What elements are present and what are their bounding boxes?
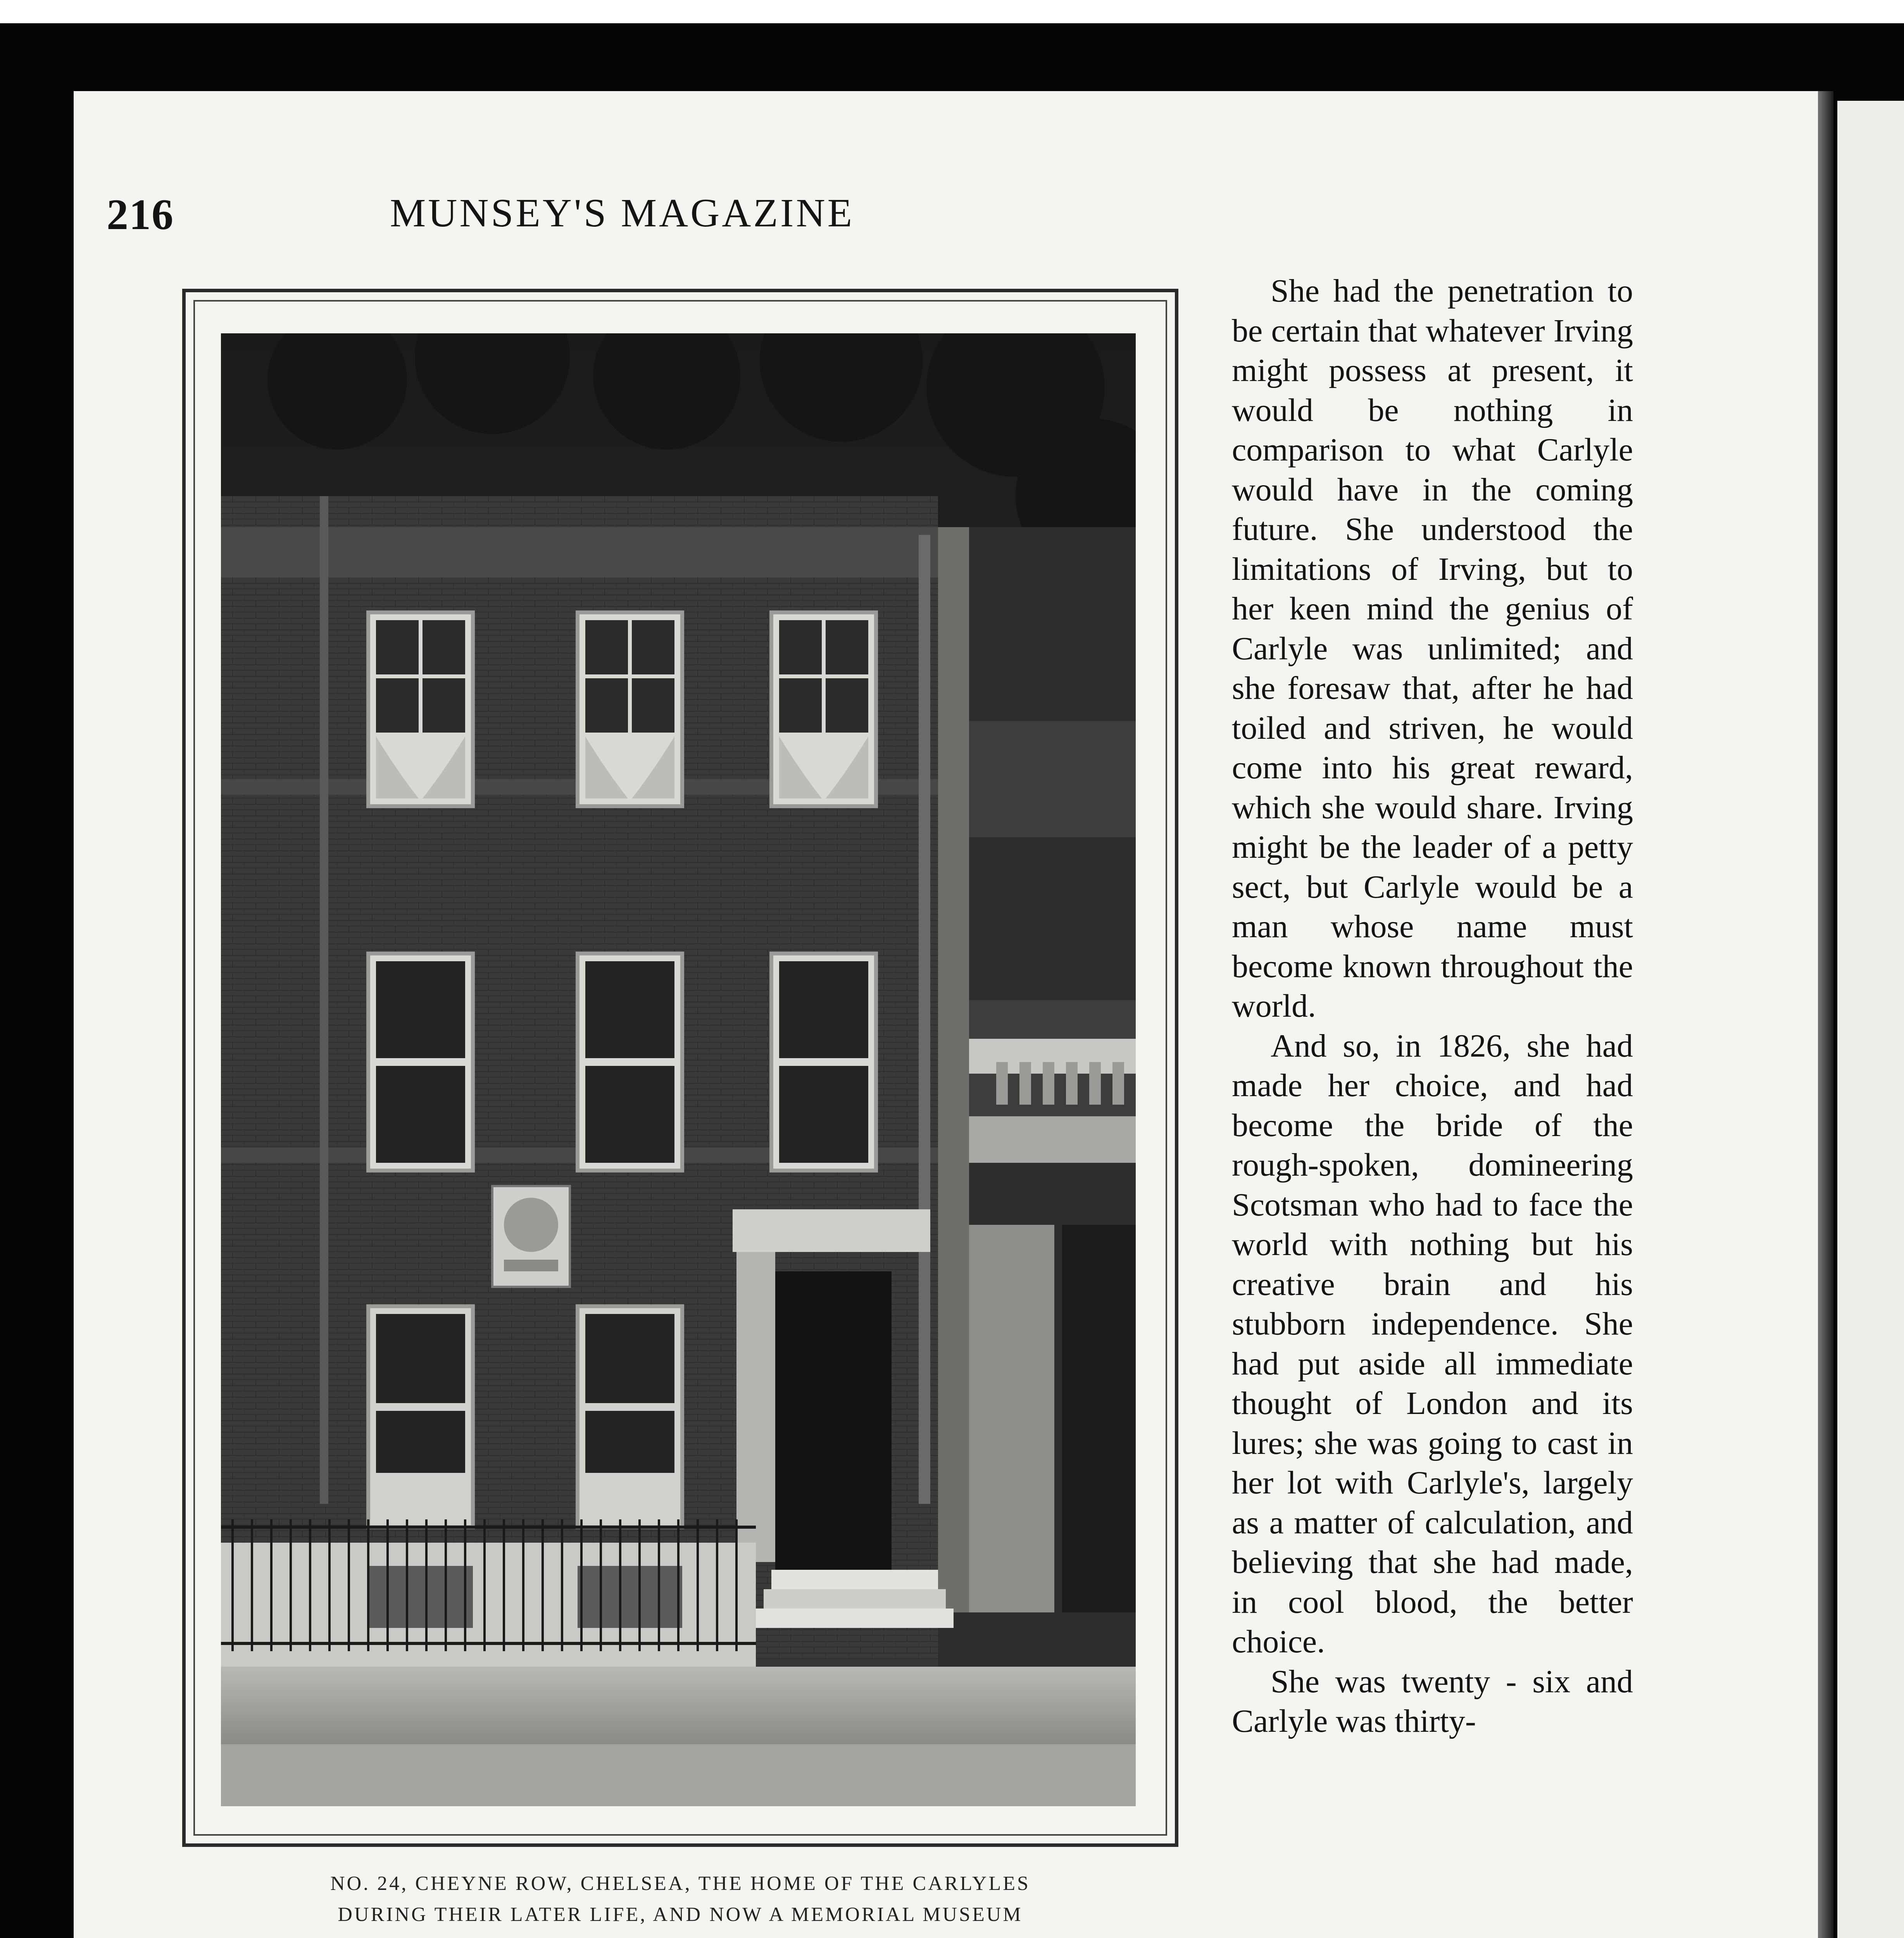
middle-windows xyxy=(368,953,876,1171)
cheyne-row-house-illustration xyxy=(221,333,1136,1806)
page-number: 216 xyxy=(107,191,174,239)
house-photograph xyxy=(221,333,1136,1806)
facing-page-edge xyxy=(1837,101,1904,1938)
upper-windows xyxy=(368,612,876,806)
right-column-top xyxy=(1232,271,1633,1741)
photo-caption xyxy=(182,1868,1178,1930)
body-paragraph: And so, in 1826, she had made her choice, and had become the bride of the rough-spoken, domineering Scotsman who had to face the world with nothing but his creative brain and his stubborn independence. She had put aside all immediate thought of London and its lures; she was going to cast in her lot with Carlyle's, largely as a matter of calculation, and believing that she had made, in cool blood, the better choice. xyxy=(1232,1028,1633,1660)
running-title: MUNSEY'S MAGAZINE xyxy=(390,191,855,235)
body-paragraph: She was twenty - six and Carlyle was thirty- xyxy=(1232,1663,1633,1739)
caption-line-1: NO. 24, CHEYNE ROW, CHELSEA, THE HOME OF THE CARLYLES xyxy=(330,1872,1030,1895)
book-gutter xyxy=(1818,91,1833,1938)
body-paragraph: She had the penetration to be certain that whatever Irving might possess at present, it would be nothing in comparison to what Carlyle would have in the coming future. She understood the limitations of Irving, but to her keen mind the genius of Carlyle was unlimited; and she foresaw that, after he had toiled and striven, he would come into his great reward, which she would share. Irving might be the leader of a petty sect, but Carlyle would be a man whose name must become known throughout the world. xyxy=(1232,273,1633,1024)
caption-line-2: DURING THEIR LATER LIFE, AND NOW A MEMORIAL MUSEUM xyxy=(338,1904,1023,1926)
page-header xyxy=(107,190,1138,244)
scan-edge-top xyxy=(0,0,1904,23)
